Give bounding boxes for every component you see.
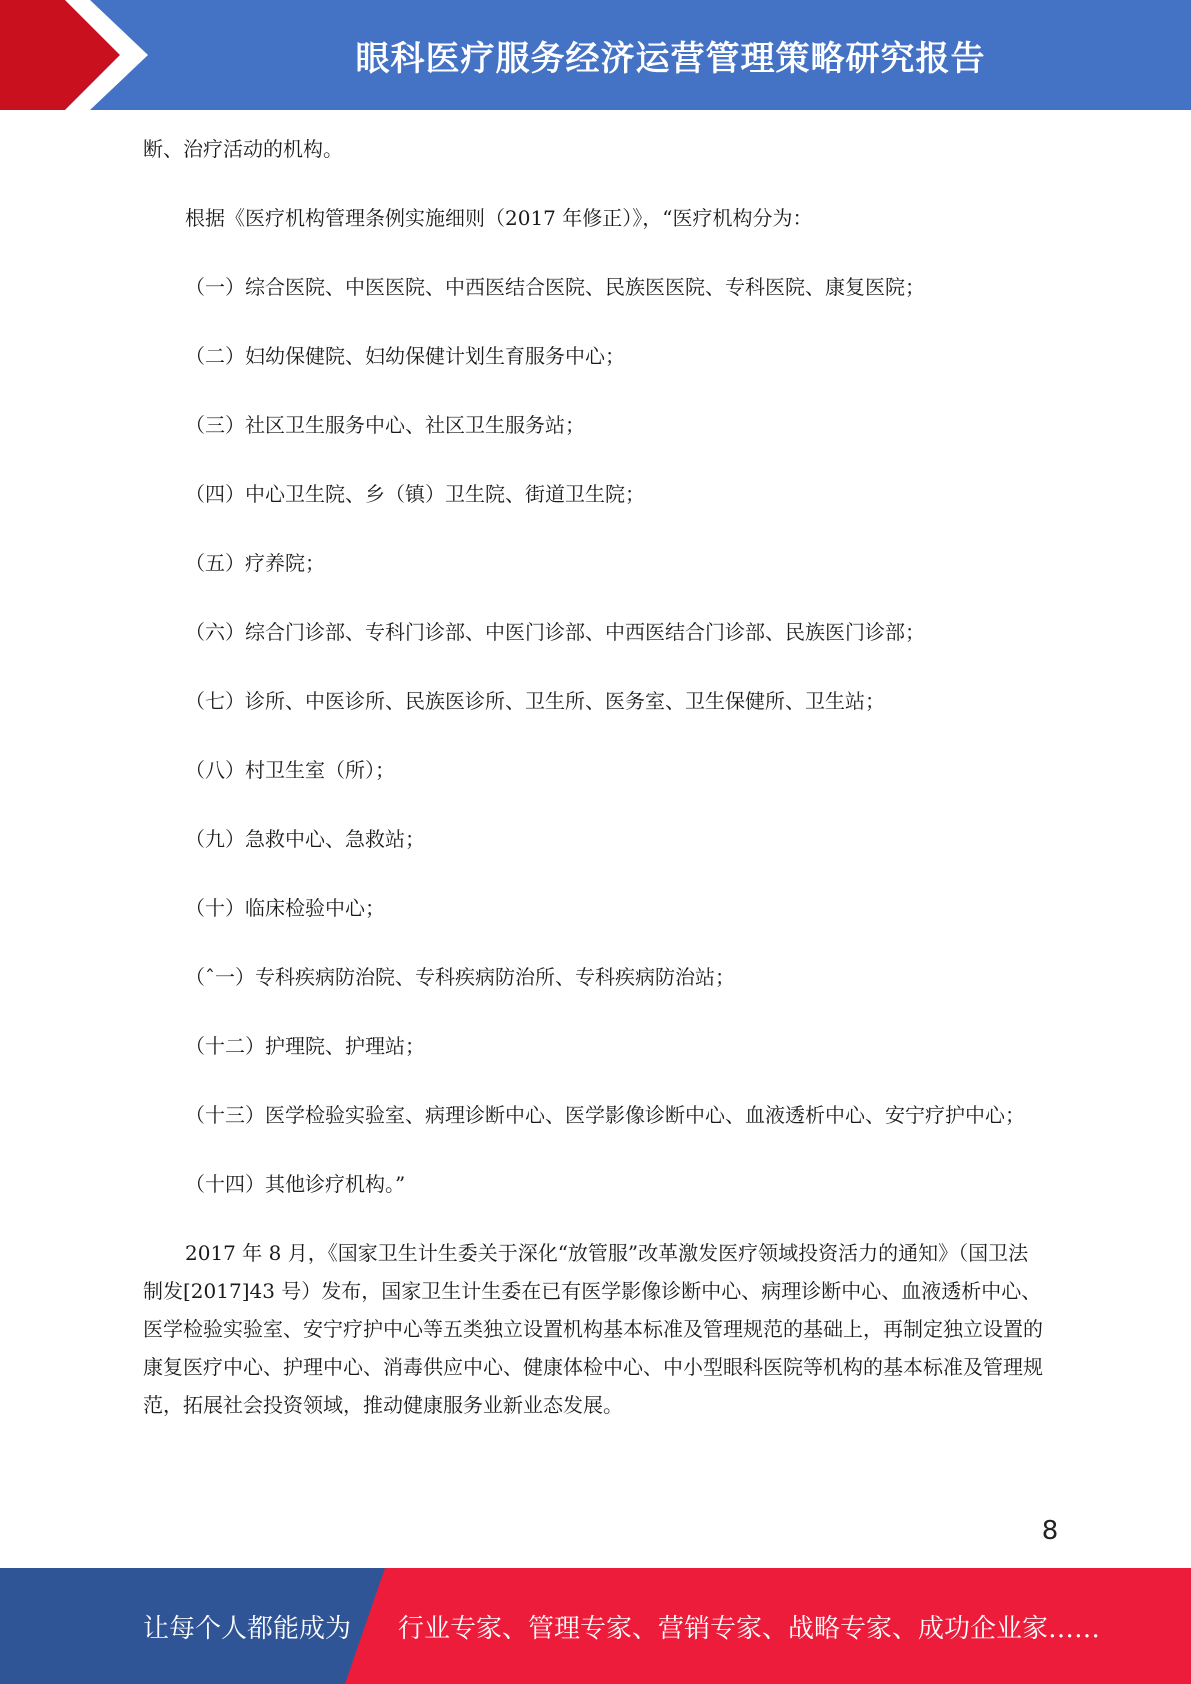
footer-slogan-right: 行业专家、管理专家、营销专家、战略专家、成功企业家……: [398, 1613, 1101, 1644]
body-content: [143, 130, 1048, 1424]
report-title: 眼科医疗服务经济运营管理策略研究报告: [355, 38, 986, 79]
page-footer: [0, 1568, 1191, 1684]
footer-slogan-left: 让每个人都能成为: [143, 1613, 352, 1644]
list-item: （四）中心卫生院、乡（镇）卫生院、街道卫生院；: [185, 482, 645, 506]
list-item: （三）社区卫生服务中心、社区卫生服务站；: [185, 413, 585, 437]
list-item: （一）综合医院、中医医院、中西医结合医院、民族医医院、专科医院、康复医院；: [185, 275, 925, 299]
list-item: （七）诊所、中医诊所、民族医诊所、卫生所、医务室、卫生保健所、卫生站；: [185, 689, 885, 713]
header-chevron-decoration: [0, 0, 170, 110]
continuation-paragraph: 断、治疗活动的机构。: [143, 137, 343, 161]
list-item: （五）疗养院；: [185, 551, 325, 575]
closing-paragraph: 2017 年 8 月，《国家卫生计生委关于深化“放管服”改革激发医疗领域投资活力的通知》（国卫法制发[2017]43 号）发布，国家卫生计生委在已有医学影像诊断中心、病理诊断中心、血液透析中心、医学检验实验室、安宁疗护中心等五类独立设置机构基本标准及管理规范的基础上，再制定独立设置的康复医疗中心、护理中心、消毒供应中心、健康体检中心、中小型眼科医院等机构的基本标准及管理规范，拓展社会投资领域，推动健康服务业新业态发展。: [143, 1241, 1043, 1417]
list-item: （ˆ一）专科疾病防治院、专科疾病防治所、专科疾病防治站；: [185, 965, 735, 989]
list-item: （十）临床检验中心；: [185, 896, 385, 920]
list-item: （二）妇幼保健院、妇幼保健计划生育服务中心；: [185, 344, 625, 368]
page-number: 8: [1041, 1516, 1059, 1546]
page-header: [0, 0, 1191, 110]
list-item-13: （十三）医学检验实验室、病理诊断中心、医学影像诊断中心、血液透析中心、安宁疗护中心；: [185, 1103, 1025, 1127]
list-item: （八）村卫生室（所）；: [185, 758, 395, 782]
list-item-14: （十四）其他诊疗机构。”: [185, 1172, 406, 1196]
list-item: （九）急救中心、急救站；: [185, 827, 425, 851]
intro-paragraph: 根据《医疗机构管理条例实施细则（2017 年修正）》，“医疗机构分为：: [185, 206, 813, 230]
list-item: （六）综合门诊部、专科门诊部、中医门诊部、中西医结合门诊部、民族医门诊部；: [185, 620, 925, 644]
list-item: （十二）护理院、护理站；: [185, 1034, 425, 1058]
